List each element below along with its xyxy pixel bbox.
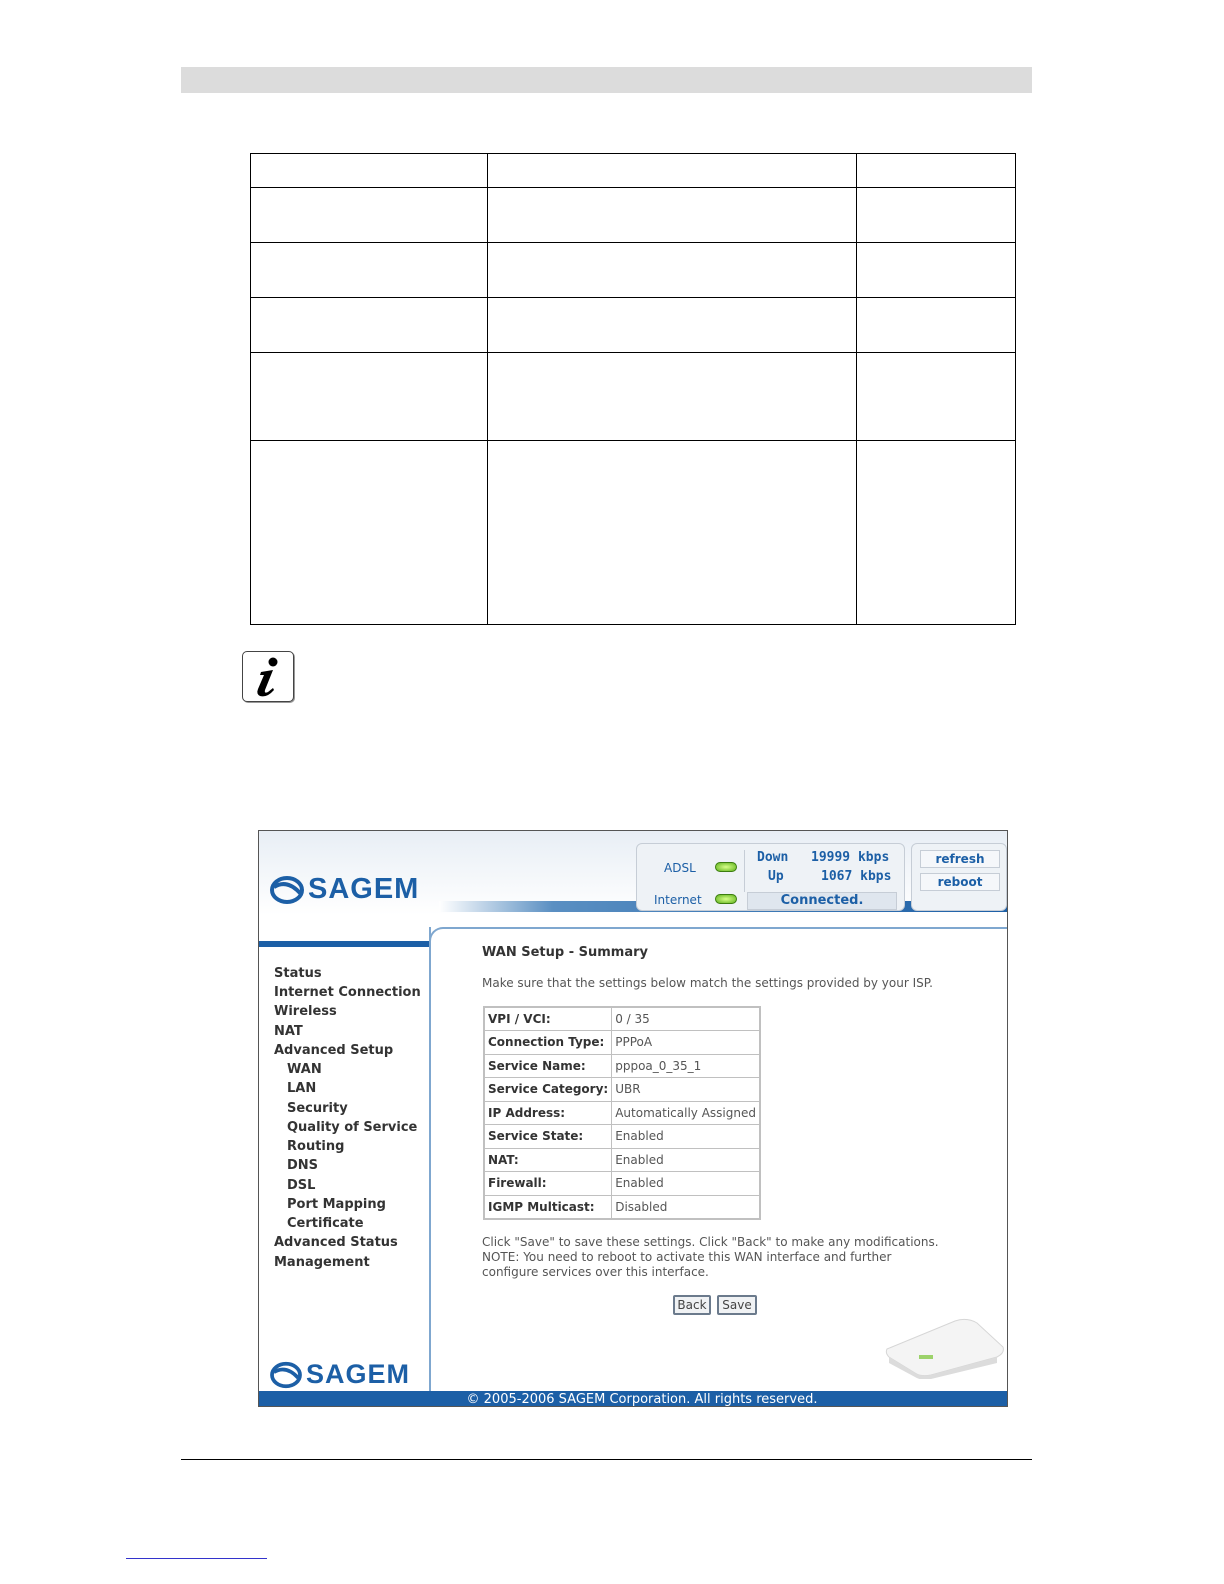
summary-label: Service State:	[484, 1125, 612, 1149]
sidebar-item-port-mapping[interactable]: Port Mapping	[287, 1197, 386, 1212]
logo-text: SAGEM	[308, 873, 420, 905]
sidebar-item-internet-connection[interactable]: Internet Connection	[274, 985, 421, 1000]
sidebar-top-bar	[259, 941, 429, 947]
sagem-logo-icon	[270, 1361, 302, 1389]
connection-status: Connected.	[747, 892, 897, 910]
sagem-logo	[270, 873, 419, 906]
table-row	[251, 243, 1016, 298]
footnote-link-line	[126, 1558, 267, 1559]
summary-label: IGMP Multicast:	[484, 1195, 612, 1219]
table-row	[251, 353, 1016, 441]
sidebar-item-wan[interactable]: WAN	[287, 1062, 322, 1077]
sidebar-item-wireless[interactable]: Wireless	[274, 1004, 337, 1019]
table-row	[484, 1054, 760, 1078]
reboot-button[interactable]: reboot	[920, 873, 1000, 891]
status-divider	[744, 850, 745, 892]
note-line: Click "Save" to save these settings. Click "Back" to make any modifications.	[482, 1235, 939, 1249]
table-row	[251, 154, 1016, 188]
summary-label: Connection Type:	[484, 1031, 612, 1055]
summary-value: Automatically Assigned	[612, 1101, 760, 1125]
table-row	[484, 1172, 760, 1196]
sidebar-item-routing[interactable]: Routing	[287, 1139, 345, 1154]
sidebar-item-dns[interactable]: DNS	[287, 1158, 319, 1173]
sidebar-item-status[interactable]: Status	[274, 966, 322, 981]
internet-led-icon	[715, 894, 737, 904]
table-row	[251, 298, 1016, 353]
adsl-label: ADSL	[664, 861, 696, 875]
save-instructions	[482, 1235, 952, 1280]
sidebar-item-security[interactable]: Security	[287, 1101, 348, 1116]
sagem-logo-footer	[270, 1359, 410, 1390]
document-table	[250, 153, 1016, 625]
summary-label: Service Name:	[484, 1054, 612, 1078]
table-row	[251, 188, 1016, 243]
summary-value: UBR	[612, 1078, 760, 1102]
copyright-footer	[259, 1391, 1008, 1407]
table-row	[484, 1195, 760, 1219]
summary-value: Enabled	[612, 1148, 760, 1172]
status-panel	[636, 843, 905, 911]
router-device-image	[885, 1313, 1007, 1379]
sagem-logo-icon	[270, 875, 304, 905]
action-buttons	[911, 843, 1007, 911]
summary-label: Firewall:	[484, 1172, 612, 1196]
sidebar-item-advanced-setup[interactable]: Advanced Setup	[274, 1043, 394, 1058]
sidebar-item-certificate[interactable]: Certificate	[287, 1216, 364, 1231]
summary-value: PPPoA	[612, 1031, 760, 1055]
summary-label: NAT:	[484, 1148, 612, 1172]
back-button[interactable]: Back	[673, 1295, 711, 1315]
note-line: NOTE: You need to reboot to activate this WAN interface and further	[482, 1250, 892, 1264]
table-row	[484, 1101, 760, 1125]
table-row	[484, 1078, 760, 1102]
summary-value: Disabled	[612, 1195, 760, 1219]
sidebar-item-nat[interactable]: NAT	[274, 1024, 303, 1039]
summary-value: Enabled	[612, 1172, 760, 1196]
sidebar-divider	[429, 927, 431, 1392]
summary-label: Service Category:	[484, 1078, 612, 1102]
content-frame	[429, 927, 1008, 947]
footer-rule	[181, 1459, 1032, 1460]
intro-text: Make sure that the settings below match the settings provided by your ISP.	[482, 976, 933, 990]
sidebar-item-quality-of-service[interactable]: Quality of Service	[287, 1120, 418, 1135]
down-label: Down	[757, 850, 789, 865]
note-line: configure services over this interface.	[482, 1265, 709, 1279]
page-title: WAN Setup - Summary	[482, 945, 648, 960]
page-header-bar	[181, 67, 1032, 93]
wan-summary-table	[483, 1006, 761, 1220]
summary-value: pppoa_0_35_1	[612, 1054, 760, 1078]
table-row	[484, 1125, 760, 1149]
table-row	[484, 1007, 760, 1031]
up-rate: 1067 kbps	[821, 869, 892, 884]
info-icon	[242, 651, 294, 702]
summary-value: 0 / 35	[612, 1007, 760, 1031]
table-row	[484, 1148, 760, 1172]
sidebar-item-management[interactable]: Management	[274, 1255, 370, 1270]
summary-label: IP Address:	[484, 1101, 612, 1125]
summary-value: Enabled	[612, 1125, 760, 1149]
table-row	[484, 1031, 760, 1055]
sidebar-item-dsl[interactable]: DSL	[287, 1178, 316, 1193]
internet-label: Internet	[654, 893, 702, 907]
adsl-led-icon	[715, 862, 737, 872]
sidebar-item-advanced-status[interactable]: Advanced Status	[274, 1235, 398, 1250]
down-rate: 19999 kbps	[811, 850, 890, 865]
table-row	[251, 441, 1016, 625]
logo-text: SAGEM	[306, 1359, 411, 1389]
refresh-button[interactable]: refresh	[920, 850, 1000, 868]
summary-label: VPI / VCI:	[484, 1007, 612, 1031]
sidebar-item-lan[interactable]: LAN	[287, 1081, 317, 1096]
router-web-ui-screenshot	[258, 830, 1008, 1407]
copyright-text: © 2005-2006 SAGEM Corporation. All rights reserved.	[466, 1392, 818, 1407]
up-label: Up	[768, 869, 784, 884]
save-button[interactable]: Save	[717, 1295, 757, 1315]
